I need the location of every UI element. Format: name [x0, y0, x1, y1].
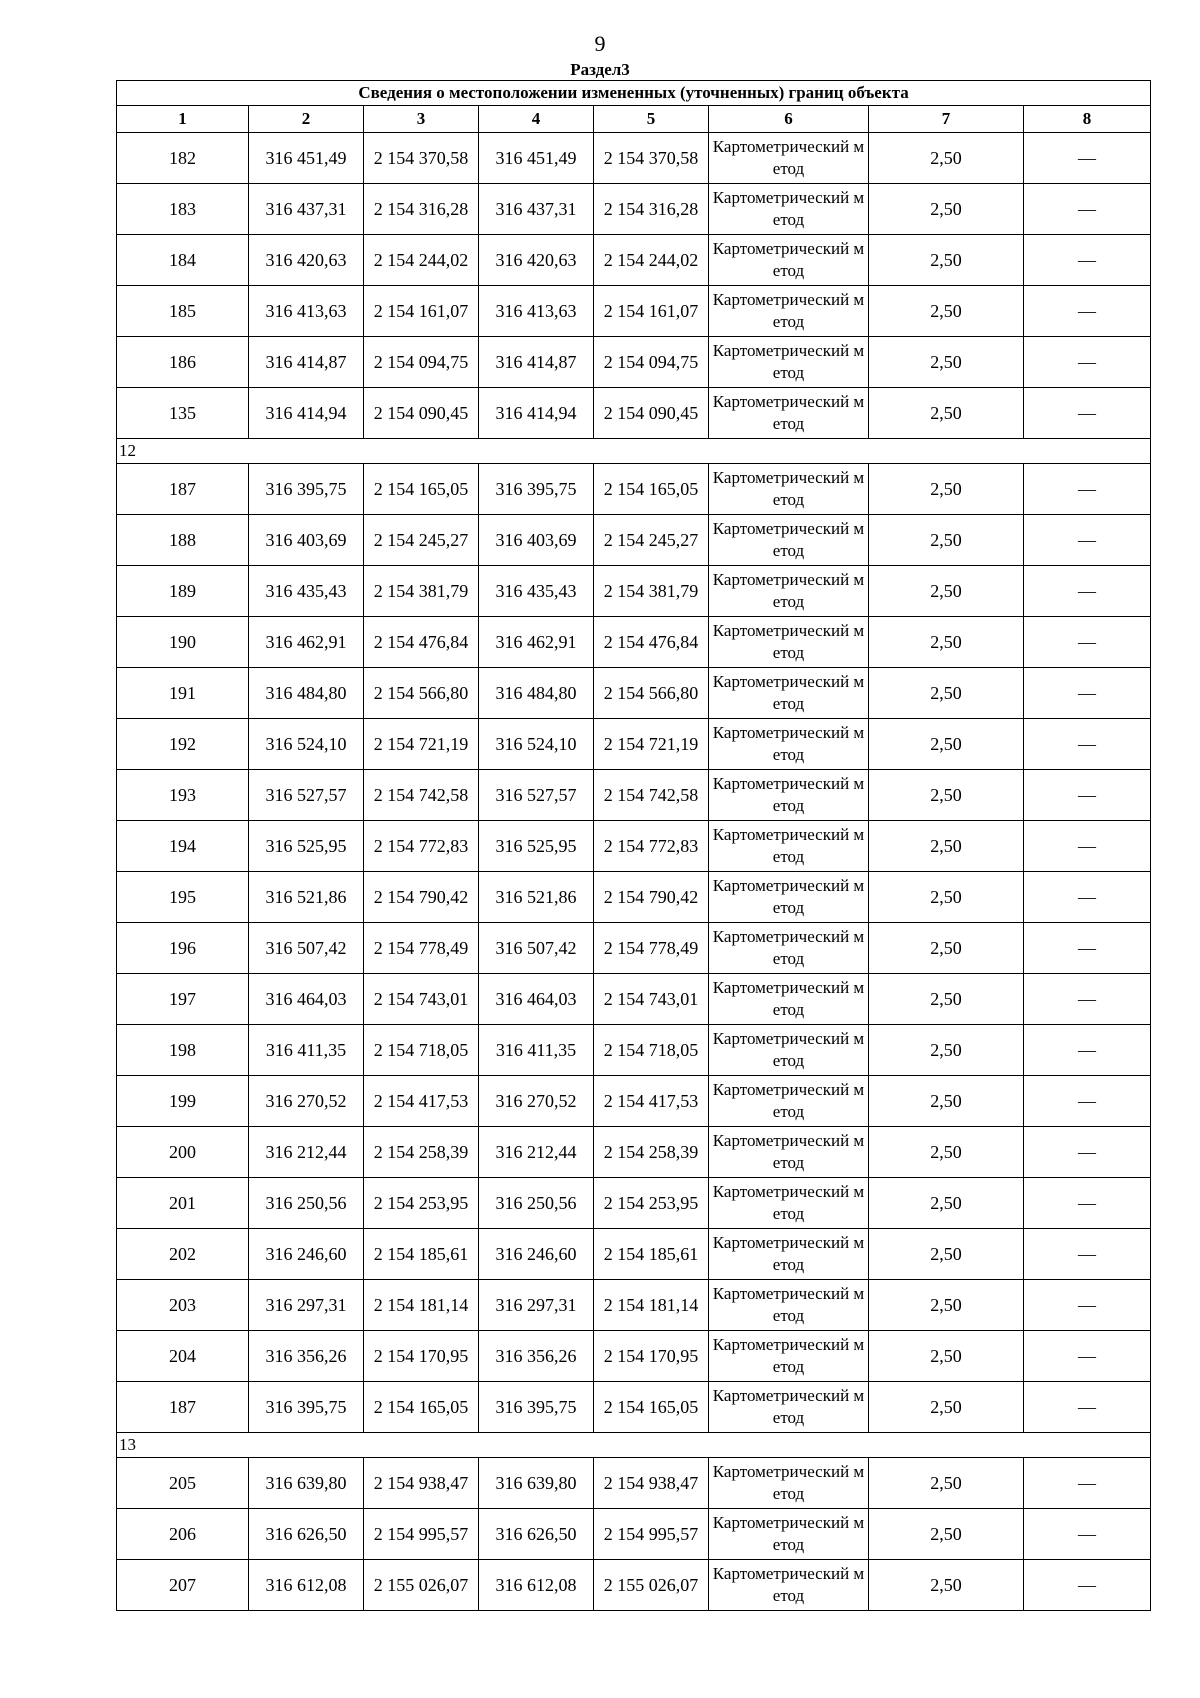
- method-cell: Картометрический метод: [709, 566, 869, 617]
- y-new-cell: 2 154 718,05: [594, 1025, 709, 1076]
- x-old-cell: 316 524,10: [249, 719, 364, 770]
- x-new-cell: 316 464,03: [479, 974, 594, 1025]
- table-row: [117, 184, 1151, 235]
- y-old-cell: 2 154 090,45: [364, 388, 479, 439]
- accuracy-cell: 2,50: [869, 1127, 1024, 1178]
- accuracy-cell: 2,50: [869, 1178, 1024, 1229]
- y-old-cell: 2 154 721,19: [364, 719, 479, 770]
- point-number-cell: 205: [117, 1458, 249, 1509]
- accuracy-cell: 2,50: [869, 719, 1024, 770]
- column-header: 1: [117, 106, 249, 133]
- method-cell: Картометрический метод: [709, 1178, 869, 1229]
- empty-dash-cell: —: [1024, 1560, 1151, 1611]
- table-row: [117, 1280, 1151, 1331]
- method-cell: Картометрический метод: [709, 1560, 869, 1611]
- empty-dash-cell: —: [1024, 719, 1151, 770]
- x-old-cell: 316 484,80: [249, 668, 364, 719]
- accuracy-cell: 2,50: [869, 133, 1024, 184]
- y-old-cell: 2 154 170,95: [364, 1331, 479, 1382]
- empty-dash-cell: —: [1024, 1331, 1151, 1382]
- empty-dash-cell: —: [1024, 1127, 1151, 1178]
- y-old-cell: 2 154 370,58: [364, 133, 479, 184]
- x-old-cell: 316 527,57: [249, 770, 364, 821]
- x-old-cell: 316 395,75: [249, 1382, 364, 1433]
- boundary-coordinates-table: [116, 80, 1151, 1611]
- table-caption: Сведения о местоположении измененных (уточненных) границ объекта: [117, 81, 1151, 106]
- y-new-cell: 2 154 790,42: [594, 872, 709, 923]
- x-old-cell: 316 414,94: [249, 388, 364, 439]
- point-number-cell: 187: [117, 1382, 249, 1433]
- accuracy-cell: 2,50: [869, 1025, 1024, 1076]
- empty-dash-cell: —: [1024, 133, 1151, 184]
- method-cell: Картометрический метод: [709, 337, 869, 388]
- x-new-cell: 316 626,50: [479, 1509, 594, 1560]
- table-row: [117, 1382, 1151, 1433]
- accuracy-cell: 2,50: [869, 1382, 1024, 1433]
- table-body: [117, 81, 1151, 1611]
- method-cell: Картометрический метод: [709, 974, 869, 1025]
- x-new-cell: 316 414,87: [479, 337, 594, 388]
- y-old-cell: 2 154 742,58: [364, 770, 479, 821]
- empty-dash-cell: —: [1024, 1458, 1151, 1509]
- empty-dash-cell: —: [1024, 617, 1151, 668]
- x-old-cell: 316 246,60: [249, 1229, 364, 1280]
- y-old-cell: 2 154 778,49: [364, 923, 479, 974]
- method-cell: Картометрический метод: [709, 515, 869, 566]
- x-new-cell: 316 250,56: [479, 1178, 594, 1229]
- column-header: 7: [869, 106, 1024, 133]
- page-number: 9: [594, 31, 606, 56]
- empty-dash-cell: —: [1024, 388, 1151, 439]
- accuracy-cell: 2,50: [869, 770, 1024, 821]
- accuracy-cell: 2,50: [869, 1076, 1024, 1127]
- accuracy-cell: 2,50: [869, 388, 1024, 439]
- empty-dash-cell: —: [1024, 337, 1151, 388]
- table-row: [117, 872, 1151, 923]
- point-number-cell: 188: [117, 515, 249, 566]
- group-row: [117, 1433, 1151, 1458]
- empty-dash-cell: —: [1024, 566, 1151, 617]
- x-new-cell: 316 395,75: [479, 464, 594, 515]
- x-old-cell: 316 403,69: [249, 515, 364, 566]
- point-number-cell: 198: [117, 1025, 249, 1076]
- method-cell: Картометрический метод: [709, 133, 869, 184]
- empty-dash-cell: —: [1024, 1229, 1151, 1280]
- accuracy-cell: 2,50: [869, 235, 1024, 286]
- table-row: [117, 1560, 1151, 1611]
- y-old-cell: 2 155 026,07: [364, 1560, 479, 1611]
- x-old-cell: 316 270,52: [249, 1076, 364, 1127]
- x-new-cell: 316 420,63: [479, 235, 594, 286]
- empty-dash-cell: —: [1024, 1509, 1151, 1560]
- point-number-cell: 197: [117, 974, 249, 1025]
- empty-dash-cell: —: [1024, 464, 1151, 515]
- y-old-cell: 2 154 938,47: [364, 1458, 479, 1509]
- method-cell: Картометрический метод: [709, 286, 869, 337]
- y-new-cell: 2 154 938,47: [594, 1458, 709, 1509]
- point-number-cell: 135: [117, 388, 249, 439]
- method-cell: Картометрический метод: [709, 235, 869, 286]
- y-new-cell: 2 154 244,02: [594, 235, 709, 286]
- point-number-cell: 185: [117, 286, 249, 337]
- x-new-cell: 316 411,35: [479, 1025, 594, 1076]
- x-old-cell: 316 414,87: [249, 337, 364, 388]
- y-new-cell: 2 155 026,07: [594, 1560, 709, 1611]
- x-new-cell: 316 612,08: [479, 1560, 594, 1611]
- x-new-cell: 316 507,42: [479, 923, 594, 974]
- method-cell: Картометрический метод: [709, 184, 869, 235]
- method-cell: Картометрический метод: [709, 770, 869, 821]
- table-row: [117, 1076, 1151, 1127]
- accuracy-cell: 2,50: [869, 337, 1024, 388]
- table-header-row: [117, 106, 1151, 133]
- y-old-cell: 2 154 790,42: [364, 872, 479, 923]
- point-number-cell: 183: [117, 184, 249, 235]
- empty-dash-cell: —: [1024, 1076, 1151, 1127]
- y-new-cell: 2 154 165,05: [594, 464, 709, 515]
- y-old-cell: 2 154 772,83: [364, 821, 479, 872]
- table-row: [117, 770, 1151, 821]
- table-row: [117, 464, 1151, 515]
- empty-dash-cell: —: [1024, 515, 1151, 566]
- y-new-cell: 2 154 778,49: [594, 923, 709, 974]
- y-new-cell: 2 154 245,27: [594, 515, 709, 566]
- x-old-cell: 316 420,63: [249, 235, 364, 286]
- y-old-cell: 2 154 165,05: [364, 464, 479, 515]
- section-title: Раздел3: [570, 60, 630, 79]
- y-new-cell: 2 154 090,45: [594, 388, 709, 439]
- accuracy-cell: 2,50: [869, 286, 1024, 337]
- x-old-cell: 316 411,35: [249, 1025, 364, 1076]
- y-new-cell: 2 154 181,14: [594, 1280, 709, 1331]
- x-new-cell: 316 639,80: [479, 1458, 594, 1509]
- column-header: 2: [249, 106, 364, 133]
- x-new-cell: 316 270,52: [479, 1076, 594, 1127]
- method-cell: Картометрический метод: [709, 872, 869, 923]
- x-old-cell: 316 626,50: [249, 1509, 364, 1560]
- y-old-cell: 2 154 161,07: [364, 286, 479, 337]
- point-number-cell: 195: [117, 872, 249, 923]
- point-number-cell: 204: [117, 1331, 249, 1382]
- accuracy-cell: 2,50: [869, 821, 1024, 872]
- point-number-cell: 184: [117, 235, 249, 286]
- y-old-cell: 2 154 995,57: [364, 1509, 479, 1560]
- table-row: [117, 974, 1151, 1025]
- group-row: [117, 439, 1151, 464]
- table-row: [117, 1178, 1151, 1229]
- column-header: 5: [594, 106, 709, 133]
- y-new-cell: 2 154 170,95: [594, 1331, 709, 1382]
- y-new-cell: 2 154 995,57: [594, 1509, 709, 1560]
- table-row: [117, 1509, 1151, 1560]
- table-row: [117, 286, 1151, 337]
- x-old-cell: 316 413,63: [249, 286, 364, 337]
- empty-dash-cell: —: [1024, 974, 1151, 1025]
- x-new-cell: 316 413,63: [479, 286, 594, 337]
- point-number-cell: 199: [117, 1076, 249, 1127]
- method-cell: Картометрический метод: [709, 1331, 869, 1382]
- table-row: [117, 1025, 1151, 1076]
- accuracy-cell: 2,50: [869, 974, 1024, 1025]
- empty-dash-cell: —: [1024, 872, 1151, 923]
- method-cell: Картометрический метод: [709, 1382, 869, 1433]
- point-number-cell: 182: [117, 133, 249, 184]
- y-old-cell: 2 154 181,14: [364, 1280, 479, 1331]
- x-old-cell: 316 464,03: [249, 974, 364, 1025]
- method-cell: Картометрический метод: [709, 1127, 869, 1178]
- empty-dash-cell: —: [1024, 923, 1151, 974]
- x-old-cell: 316 437,31: [249, 184, 364, 235]
- x-new-cell: 316 527,57: [479, 770, 594, 821]
- method-cell: Картометрический метод: [709, 1229, 869, 1280]
- method-cell: Картометрический метод: [709, 719, 869, 770]
- column-header: 4: [479, 106, 594, 133]
- y-old-cell: 2 154 244,02: [364, 235, 479, 286]
- column-header: 6: [709, 106, 869, 133]
- x-new-cell: 316 524,10: [479, 719, 594, 770]
- method-cell: Картометрический метод: [709, 388, 869, 439]
- point-number-cell: 189: [117, 566, 249, 617]
- x-old-cell: 316 462,91: [249, 617, 364, 668]
- table-row: [117, 719, 1151, 770]
- accuracy-cell: 2,50: [869, 566, 1024, 617]
- empty-dash-cell: —: [1024, 1025, 1151, 1076]
- y-new-cell: 2 154 476,84: [594, 617, 709, 668]
- y-old-cell: 2 154 417,53: [364, 1076, 479, 1127]
- method-cell: Картометрический метод: [709, 1025, 869, 1076]
- table-row: [117, 566, 1151, 617]
- group-label: 12: [117, 439, 1151, 464]
- y-new-cell: 2 154 370,58: [594, 133, 709, 184]
- table-caption-row: [117, 81, 1151, 106]
- group-label: 13: [117, 1433, 1151, 1458]
- point-number-cell: 201: [117, 1178, 249, 1229]
- accuracy-cell: 2,50: [869, 1458, 1024, 1509]
- accuracy-cell: 2,50: [869, 1560, 1024, 1611]
- table-row: [117, 923, 1151, 974]
- accuracy-cell: 2,50: [869, 1509, 1024, 1560]
- point-number-cell: 191: [117, 668, 249, 719]
- point-number-cell: 192: [117, 719, 249, 770]
- point-number-cell: 202: [117, 1229, 249, 1280]
- y-new-cell: 2 154 316,28: [594, 184, 709, 235]
- x-new-cell: 316 462,91: [479, 617, 594, 668]
- y-new-cell: 2 154 161,07: [594, 286, 709, 337]
- empty-dash-cell: —: [1024, 821, 1151, 872]
- empty-dash-cell: —: [1024, 286, 1151, 337]
- accuracy-cell: 2,50: [869, 617, 1024, 668]
- x-new-cell: 316 246,60: [479, 1229, 594, 1280]
- method-cell: Картометрический метод: [709, 617, 869, 668]
- y-old-cell: 2 154 381,79: [364, 566, 479, 617]
- point-number-cell: 196: [117, 923, 249, 974]
- x-new-cell: 316 451,49: [479, 133, 594, 184]
- table-row: [117, 1229, 1151, 1280]
- y-old-cell: 2 154 165,05: [364, 1382, 479, 1433]
- y-new-cell: 2 154 185,61: [594, 1229, 709, 1280]
- point-number-cell: 190: [117, 617, 249, 668]
- column-header: 3: [364, 106, 479, 133]
- x-new-cell: 316 356,26: [479, 1331, 594, 1382]
- empty-dash-cell: —: [1024, 770, 1151, 821]
- x-old-cell: 316 356,26: [249, 1331, 364, 1382]
- accuracy-cell: 2,50: [869, 464, 1024, 515]
- y-new-cell: 2 154 772,83: [594, 821, 709, 872]
- accuracy-cell: 2,50: [869, 1229, 1024, 1280]
- method-cell: Картометрический метод: [709, 1280, 869, 1331]
- method-cell: Картометрический метод: [709, 1509, 869, 1560]
- x-new-cell: 316 437,31: [479, 184, 594, 235]
- accuracy-cell: 2,50: [869, 872, 1024, 923]
- accuracy-cell: 2,50: [869, 923, 1024, 974]
- method-cell: Картометрический метод: [709, 668, 869, 719]
- table-row: [117, 515, 1151, 566]
- method-cell: Картометрический метод: [709, 1458, 869, 1509]
- x-new-cell: 316 435,43: [479, 566, 594, 617]
- x-new-cell: 316 395,75: [479, 1382, 594, 1433]
- x-old-cell: 316 639,80: [249, 1458, 364, 1509]
- y-old-cell: 2 154 718,05: [364, 1025, 479, 1076]
- table-row: [117, 668, 1151, 719]
- y-old-cell: 2 154 476,84: [364, 617, 479, 668]
- empty-dash-cell: —: [1024, 668, 1151, 719]
- x-old-cell: 316 521,86: [249, 872, 364, 923]
- table-row: [117, 617, 1151, 668]
- accuracy-cell: 2,50: [869, 668, 1024, 719]
- x-old-cell: 316 395,75: [249, 464, 364, 515]
- y-old-cell: 2 154 258,39: [364, 1127, 479, 1178]
- table-row: [117, 1331, 1151, 1382]
- table-row: [117, 1127, 1151, 1178]
- table-row: [117, 235, 1151, 286]
- x-old-cell: 316 250,56: [249, 1178, 364, 1229]
- y-new-cell: 2 154 381,79: [594, 566, 709, 617]
- y-new-cell: 2 154 743,01: [594, 974, 709, 1025]
- method-cell: Картометрический метод: [709, 1076, 869, 1127]
- y-new-cell: 2 154 566,80: [594, 668, 709, 719]
- x-new-cell: 316 212,44: [479, 1127, 594, 1178]
- y-new-cell: 2 154 258,39: [594, 1127, 709, 1178]
- point-number-cell: 194: [117, 821, 249, 872]
- method-cell: Картометрический метод: [709, 821, 869, 872]
- point-number-cell: 186: [117, 337, 249, 388]
- x-old-cell: 316 297,31: [249, 1280, 364, 1331]
- y-old-cell: 2 154 245,27: [364, 515, 479, 566]
- y-new-cell: 2 154 417,53: [594, 1076, 709, 1127]
- x-new-cell: 316 414,94: [479, 388, 594, 439]
- point-number-cell: 207: [117, 1560, 249, 1611]
- y-old-cell: 2 154 094,75: [364, 337, 479, 388]
- x-new-cell: 316 484,80: [479, 668, 594, 719]
- x-old-cell: 316 451,49: [249, 133, 364, 184]
- empty-dash-cell: —: [1024, 1178, 1151, 1229]
- x-new-cell: 316 525,95: [479, 821, 594, 872]
- y-new-cell: 2 154 253,95: [594, 1178, 709, 1229]
- accuracy-cell: 2,50: [869, 1331, 1024, 1382]
- x-old-cell: 316 435,43: [249, 566, 364, 617]
- point-number-cell: 193: [117, 770, 249, 821]
- column-header: 8: [1024, 106, 1151, 133]
- x-old-cell: 316 612,08: [249, 1560, 364, 1611]
- y-old-cell: 2 154 743,01: [364, 974, 479, 1025]
- empty-dash-cell: —: [1024, 184, 1151, 235]
- empty-dash-cell: —: [1024, 235, 1151, 286]
- y-old-cell: 2 154 253,95: [364, 1178, 479, 1229]
- y-old-cell: 2 154 185,61: [364, 1229, 479, 1280]
- table-row: [117, 337, 1151, 388]
- point-number-cell: 187: [117, 464, 249, 515]
- empty-dash-cell: —: [1024, 1280, 1151, 1331]
- table-row: [117, 133, 1151, 184]
- point-number-cell: 203: [117, 1280, 249, 1331]
- table-row: [117, 821, 1151, 872]
- y-old-cell: 2 154 566,80: [364, 668, 479, 719]
- point-number-cell: 206: [117, 1509, 249, 1560]
- accuracy-cell: 2,50: [869, 515, 1024, 566]
- empty-dash-cell: —: [1024, 1382, 1151, 1433]
- table-row: [117, 388, 1151, 439]
- table-row: [117, 1458, 1151, 1509]
- x-new-cell: 316 403,69: [479, 515, 594, 566]
- x-new-cell: 316 521,86: [479, 872, 594, 923]
- y-new-cell: 2 154 721,19: [594, 719, 709, 770]
- y-new-cell: 2 154 094,75: [594, 337, 709, 388]
- method-cell: Картометрический метод: [709, 923, 869, 974]
- x-old-cell: 316 212,44: [249, 1127, 364, 1178]
- accuracy-cell: 2,50: [869, 184, 1024, 235]
- point-number-cell: 200: [117, 1127, 249, 1178]
- accuracy-cell: 2,50: [869, 1280, 1024, 1331]
- x-new-cell: 316 297,31: [479, 1280, 594, 1331]
- x-old-cell: 316 525,95: [249, 821, 364, 872]
- y-old-cell: 2 154 316,28: [364, 184, 479, 235]
- x-old-cell: 316 507,42: [249, 923, 364, 974]
- y-new-cell: 2 154 165,05: [594, 1382, 709, 1433]
- method-cell: Картометрический метод: [709, 464, 869, 515]
- y-new-cell: 2 154 742,58: [594, 770, 709, 821]
